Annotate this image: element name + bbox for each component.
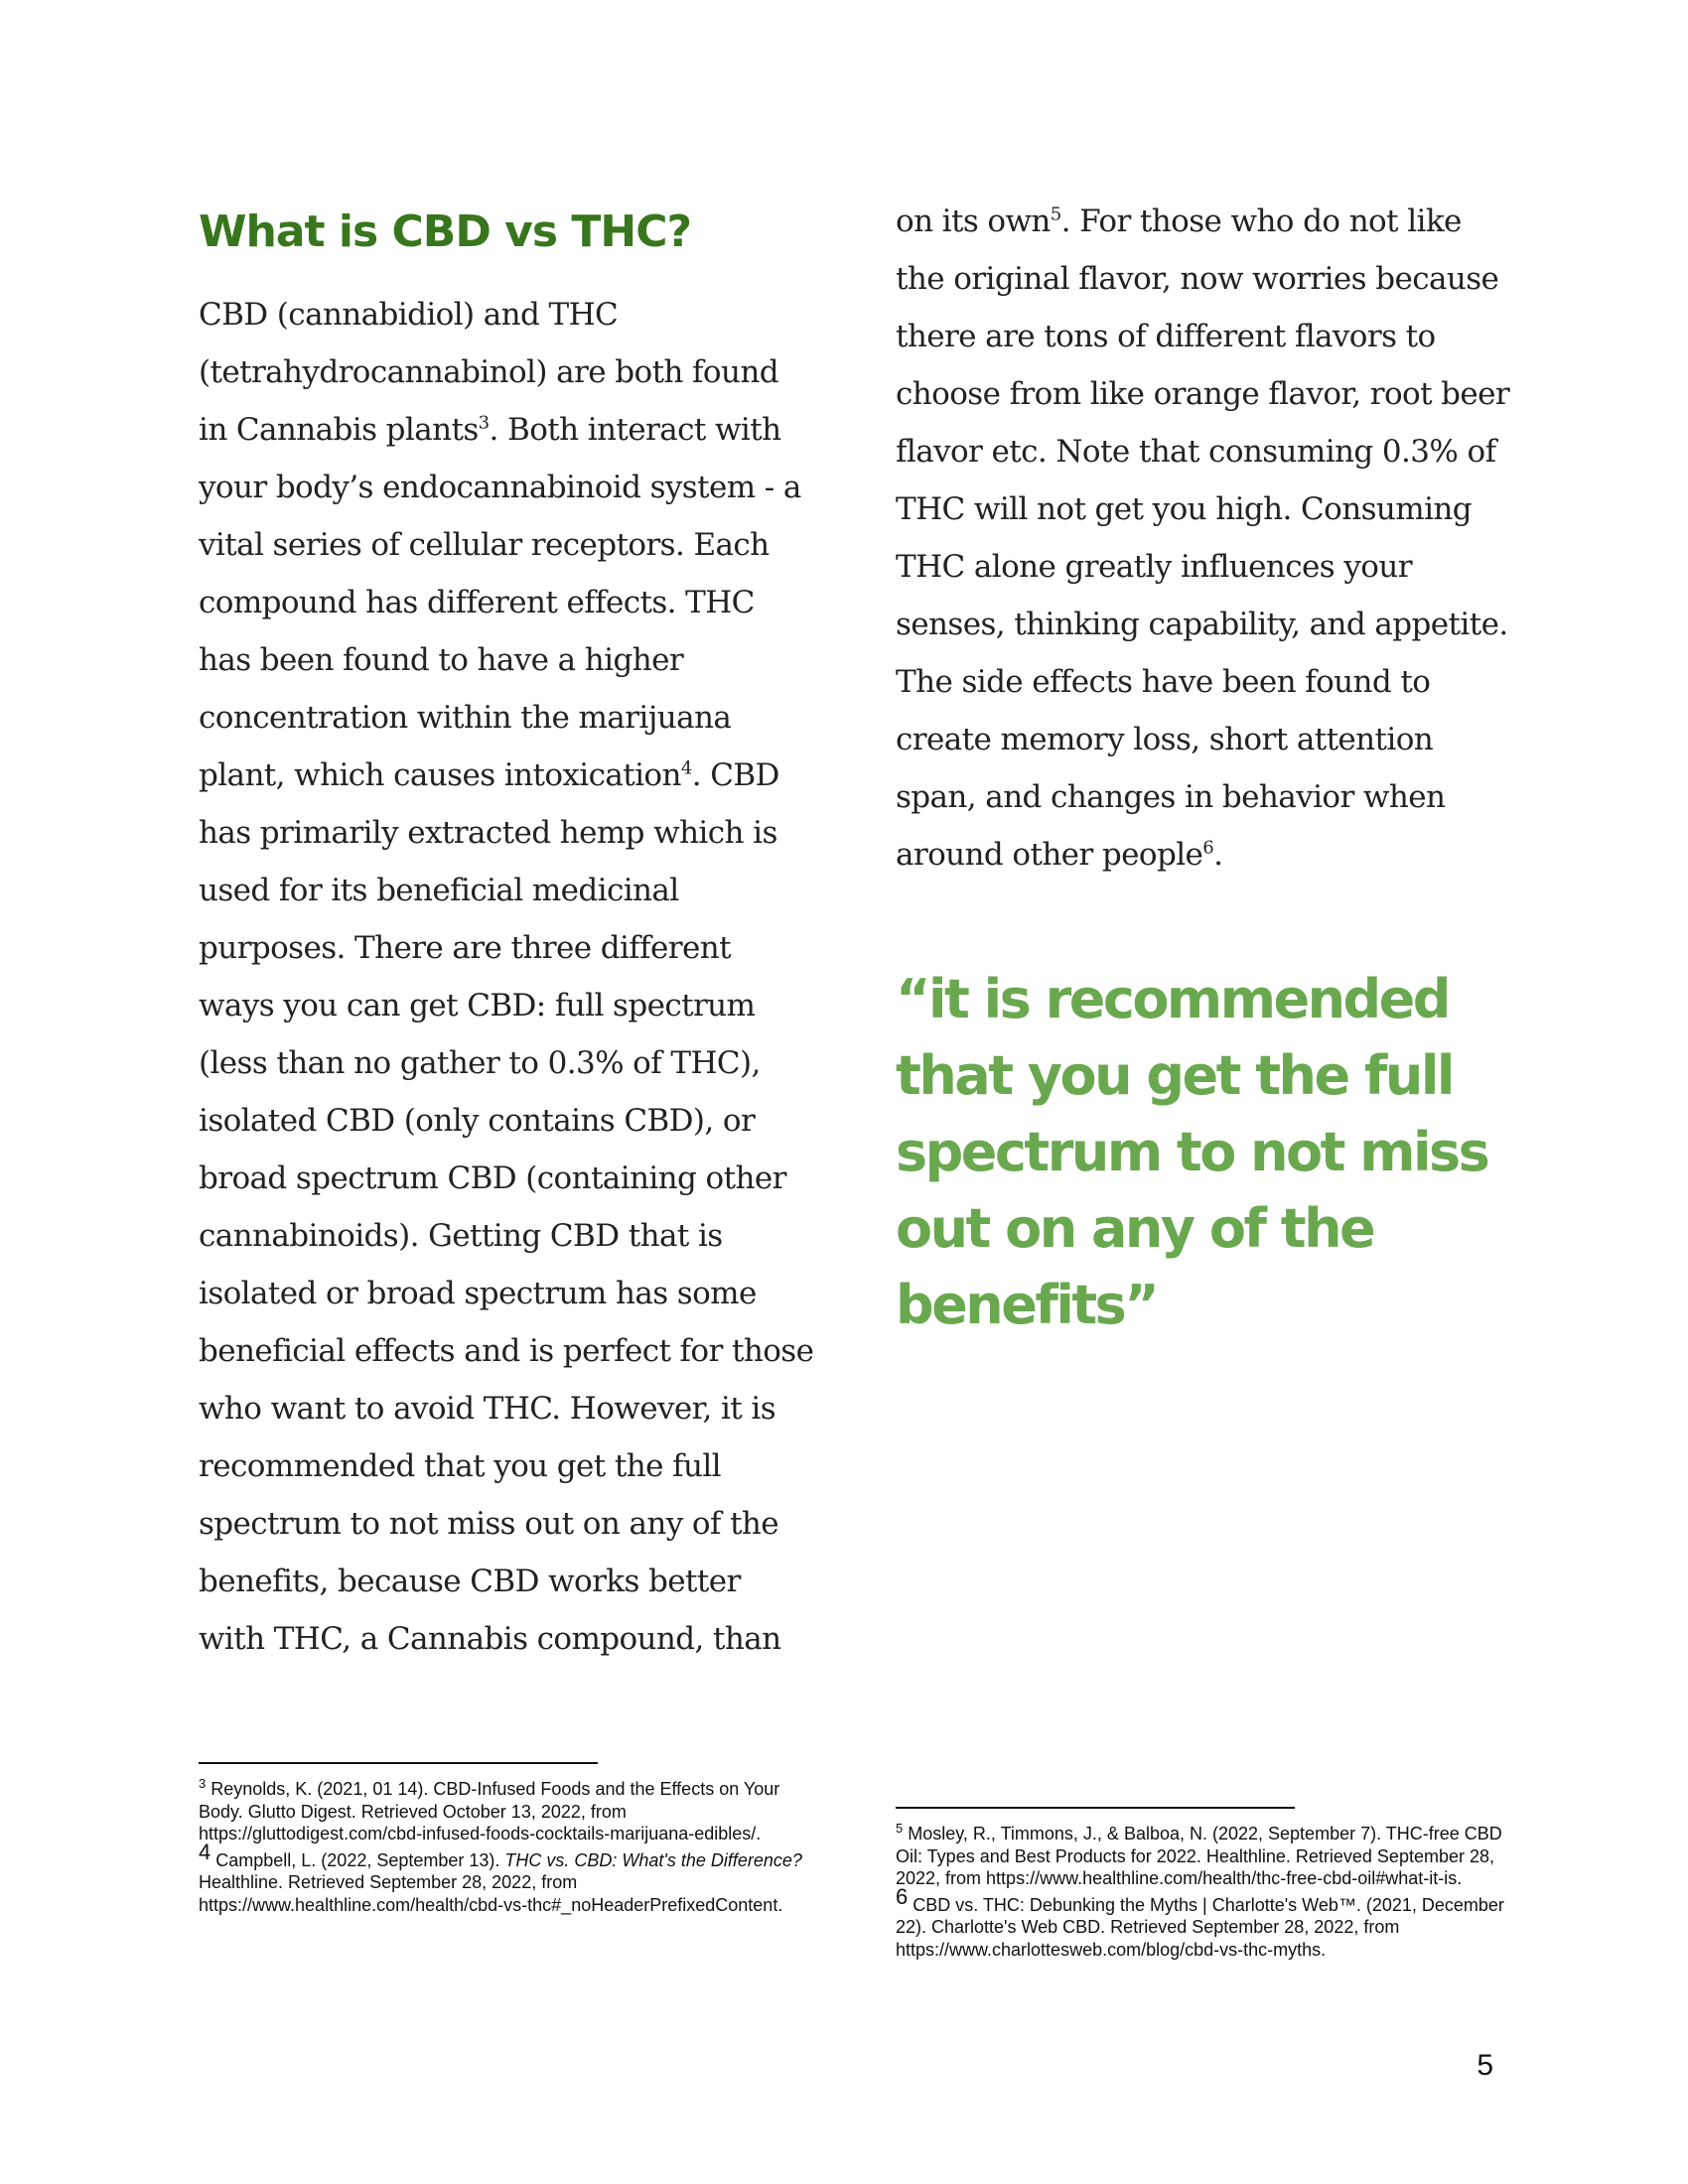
- footnote-5: [896, 1823, 1511, 1890]
- footnote-5-text: Mosley, R., Timmons, J., & Balboa, N. (2022, September 7). THC-free CBD Oil: Types and Best Products for 2022. Healthline. Retrieved September 28, 2022, from https://www.healthline.com/health/thc-free-cbd-oil#what-it-is.: [896, 1824, 1502, 1888]
- left-text-part-3: . CBD has primarily extracted hemp which is used for its beneficial medicinal purposes. There are three different ways you can get CBD: full spectrum (less than no gather to 0.3% of THC), isolated CBD (only contains CBD), or broad spectrum CBD (containing other cannabinoids). Getting CBD that is isolated or broad spectrum has some beneficial effects and is perfect for those who want to avoid THC. However, it is recommended that you get the full spectrum to not miss out on any of the benefits, because CBD works better with THC, a Cannabis compound, than: [199, 757, 814, 1657]
- footnote-6-text: CBD vs. THC: Debunking the Myths | Charlotte's Web™. (2021, December 22). Charlotte's Web CBD. Retrieved September 28, 2022, from https://www.charlottesweb.com/blog/cbd-vs-thc-myths.: [896, 1894, 1504, 1960]
- footnote-ref-3[interactable]: 3: [478, 412, 490, 434]
- left-text-part-2: . Both interact with your body’s endocannabinoid system - a vital series of cellular receptors. Each compound has different effects. THC has been found to have a higher concentration within the marijuana plant, which causes intoxication: [199, 412, 801, 793]
- page-number: 5: [1477, 2049, 1493, 2082]
- footnotes-right: [896, 1807, 1511, 1961]
- footnote-mark-4: 4: [199, 1839, 211, 1864]
- footnote-ref-4[interactable]: 4: [680, 757, 692, 779]
- pull-quote: “it is recommended that you get the full spectrum to not miss out on any of the benefits”: [896, 968, 1488, 1336]
- section-heading: What is CBD vs THC?: [199, 206, 692, 257]
- left-column: [199, 191, 814, 1668]
- right-text-part-2: . For those who do not like the original flavor, now worries because there are tons of different flavors to choose from like orange flavor, root beer flavor etc. Note that consuming 0.3% of THC will not get you high. Consuming THC alone greatly influences your senses, thinking capability, and appetite. The side effects have been found to create memory loss, short attention span, and changes in behavior when around other people: [896, 204, 1510, 873]
- footnote-4-title: THC vs. CBD: What's the Difference?: [504, 1849, 802, 1870]
- footnote-3-text: Reynolds, K. (2021, 01 14). CBD-Infused Foods and the Effects on Your Body. Glutto Digest. Retrieved October 13, 2022, from https://gluttodigest.com/cbd-infused-foods-cocktails-marijuana-edibles/.: [199, 1779, 780, 1843]
- footnote-mark-5: 5: [896, 1821, 904, 1836]
- right-text-part-3: .: [1213, 837, 1223, 873]
- footnote-divider: [199, 1762, 598, 1764]
- right-text-part-1: on its own: [896, 204, 1051, 239]
- left-text-part-1: CBD (cannabidiol) and THC (tetrahydrocannabinol) are both found in Cannabis plants: [199, 297, 778, 448]
- footnote-4-pre: Campbell, L. (2022, September 13).: [211, 1849, 505, 1870]
- right-column: [896, 193, 1511, 1343]
- footnote-ref-6[interactable]: 6: [1202, 837, 1214, 859]
- footnote-divider: [896, 1807, 1295, 1809]
- footnote-4-post: Healthline. Retrieved September 28, 2022, from https://www.healthline.com/health/cbd-vs-thc#_noHeaderPrefixedContent.: [199, 1872, 783, 1915]
- footnote-ref-5[interactable]: 5: [1050, 204, 1061, 225]
- left-body-text: [199, 286, 814, 1668]
- footnote-mark-6: 6: [896, 1883, 909, 1909]
- footnote-3: [199, 1778, 814, 1845]
- footnotes-left: [199, 1762, 814, 1916]
- footnote-6: [896, 1883, 1511, 1962]
- footnote-4: [199, 1839, 814, 1917]
- footnote-mark-3: 3: [199, 1776, 207, 1791]
- right-body-text: [896, 193, 1511, 884]
